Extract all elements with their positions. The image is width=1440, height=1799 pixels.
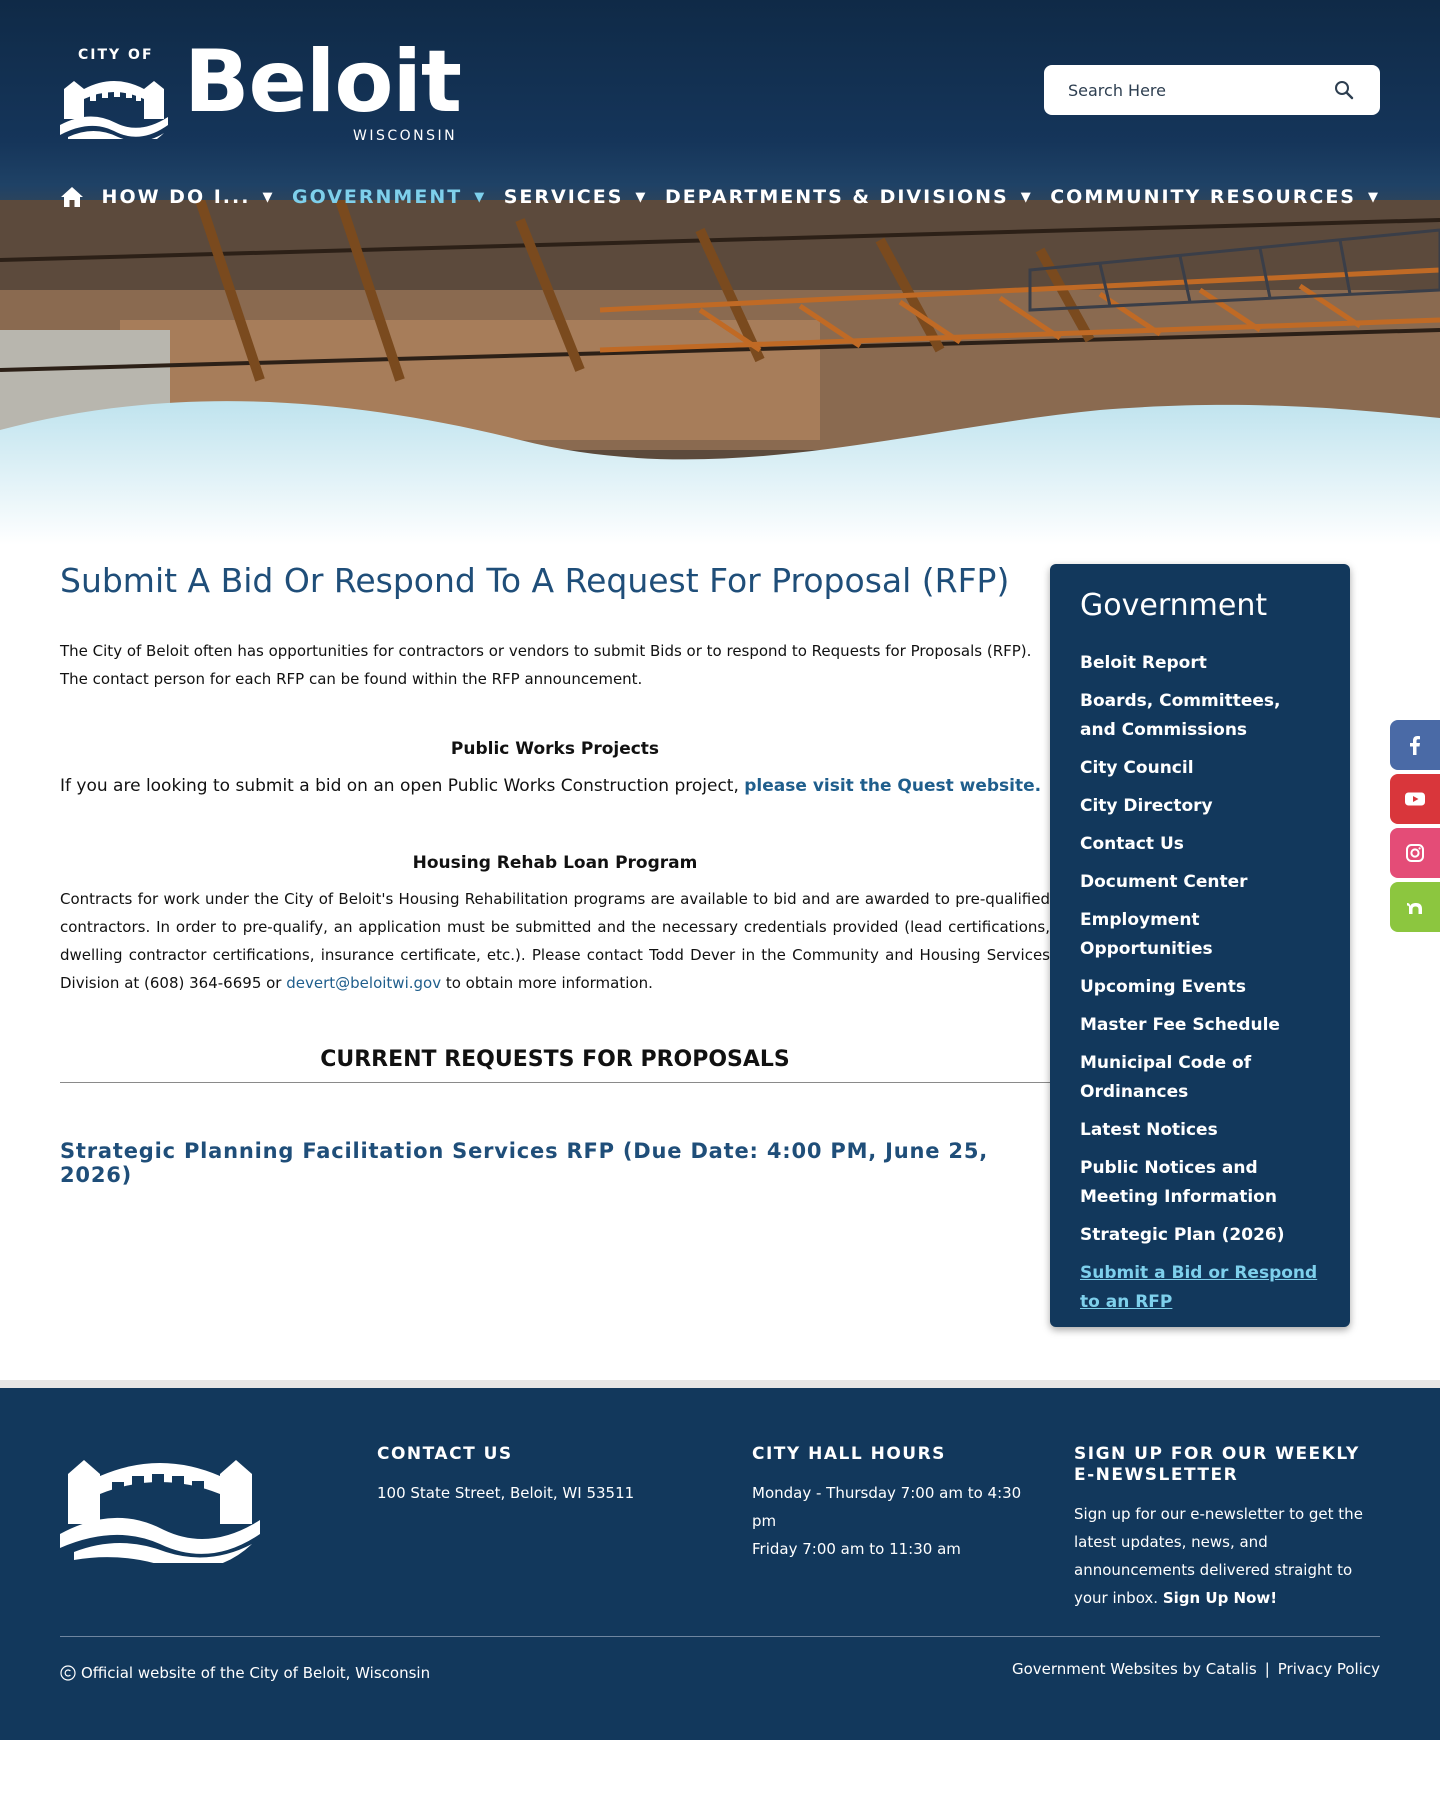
copyright-icon (60, 1665, 76, 1681)
footer-hours-text (752, 1479, 1022, 1563)
facebook-icon (1404, 734, 1426, 756)
footer-separator: | (1264, 1660, 1270, 1678)
footer-hours (752, 1444, 1022, 1563)
public-works-heading: Public Works Projects (450, 738, 660, 759)
hero-wave (0, 400, 1440, 545)
bridge-logo-icon (60, 1438, 260, 1563)
public-works-copy: If you are looking to submit a bid on an open Public Works Construction project, (60, 775, 745, 796)
footer-contact-title: CONTACT US (377, 1444, 513, 1464)
logo-state: WISCONSIN (353, 128, 458, 144)
sidebar-title: Government (1080, 588, 1268, 623)
page-title: Submit A Bid Or Respond To A Request For Proposal (RFP) (60, 561, 1010, 600)
main-nav (60, 175, 1380, 219)
footer-divider-band (0, 1380, 1440, 1388)
housing-copy-before: Contracts for work under the City of Beloit's Housing Rehabilitation programs are available to bid and are awarded to pre-qualified contractors. In order to pre-qualify, an application must be submitted and the necessary credentials provided (lead certifications, dwelling contractor certifications, insurance certificate, etc.). Please contact Todd Dever in the Community and Housing Services Division at (608) 364-6695 or (60, 889, 1050, 992)
current-rfp-heading: CURRENT REQUESTS FOR PROPOSALS (60, 1047, 1050, 1083)
sidebar-item (1080, 792, 1320, 821)
housing-copy-after: to obtain more information. (441, 973, 653, 992)
search-input[interactable] (1068, 81, 1338, 100)
sidebar-item (1080, 868, 1320, 897)
sidebar-item (1080, 973, 1320, 1002)
intro-text: The City of Beloit often has opportunities for contractors or vendors to submit Bids or to respond to Requests for Proposals (RFP). The contact person for each RFP can be found within the RFP announcement. (60, 641, 1032, 688)
header-hero (0, 0, 1440, 545)
home-icon[interactable] (60, 186, 84, 208)
caret-down-icon: ▼ (262, 189, 275, 205)
public-works-text (60, 773, 1050, 799)
main-content (60, 560, 1050, 1187)
caret-down-icon: ▼ (635, 189, 648, 205)
sidebar-item (1080, 754, 1320, 783)
sidebar-item (1080, 830, 1320, 859)
nav-label: SERVICES (503, 186, 624, 208)
sidebar-item (1080, 1011, 1320, 1040)
instagram-icon (1404, 842, 1426, 864)
sidebar-item-municipal-code[interactable]: Municipal Code of Ordinances (1080, 1053, 1252, 1102)
sidebar-item (1080, 1116, 1320, 1145)
nav-government[interactable] (292, 186, 486, 208)
logo-wordmark: Beloit (184, 32, 462, 132)
newsletter-copy: Sign up for our e-newsletter to get the latest updates, news, and announcements delivered straight to your inbox. (1074, 1505, 1363, 1607)
sidebar-item (1080, 906, 1320, 964)
footer-newsletter-title: SIGN UP FOR OUR WEEKLY E-NEWSLETTER (1074, 1444, 1360, 1485)
footer-copyright (60, 1664, 430, 1682)
instagram-button[interactable] (1390, 828, 1440, 878)
sidebar-item-city-directory[interactable]: City Directory (1080, 796, 1213, 816)
nextdoor-button[interactable] (1390, 882, 1440, 932)
sidebar-item-contact-us[interactable]: Contact Us (1080, 834, 1184, 854)
sidebar-item-submit-bid[interactable]: Submit a Bid or Respond to an RFP (1080, 1263, 1318, 1312)
nav-label: GOVERNMENT (291, 186, 463, 208)
nextdoor-icon (1404, 896, 1426, 918)
nav-label: COMMUNITY RESOURCES (1050, 186, 1356, 208)
bridge-logo-icon (60, 59, 168, 139)
quest-website-link[interactable]: please visit the Quest website. (744, 775, 1042, 796)
sidebar-item-latest-notices[interactable]: Latest Notices (1080, 1120, 1218, 1140)
sidebar-item-upcoming-events[interactable]: Upcoming Events (1080, 977, 1247, 997)
sidebar-item-boards[interactable]: Boards, Committees, and Commissions (1080, 691, 1281, 740)
catalis-link[interactable]: Government Websites by Catalis (1011, 1660, 1257, 1678)
footer-links (1012, 1660, 1380, 1678)
sidebar-list (1080, 649, 1320, 1317)
sidebar-item-fee-schedule[interactable]: Master Fee Schedule (1080, 1015, 1280, 1035)
government-sidebar (1050, 564, 1350, 1327)
sidebar-item-strategic-plan[interactable]: Strategic Plan (2026) (1080, 1225, 1285, 1245)
sidebar-item-beloit-report[interactable]: Beloit Report (1080, 653, 1207, 673)
sidebar-item (1080, 649, 1320, 678)
housing-rehab-heading: Housing Rehab Loan Program (412, 852, 698, 873)
sidebar-item (1080, 1259, 1320, 1317)
footer-rule (60, 1636, 1380, 1637)
sidebar-item-document-center[interactable]: Document Center (1080, 872, 1248, 892)
nav-services[interactable] (504, 186, 648, 208)
sidebar-item-employment[interactable]: Employment Opportunities (1080, 910, 1213, 959)
caret-down-icon: ▼ (1020, 189, 1033, 205)
sidebar-item (1080, 1221, 1320, 1250)
housing-rehab-text (60, 885, 1050, 997)
footer-newsletter (1074, 1444, 1380, 1612)
sidebar-item-public-notices[interactable]: Public Notices and Meeting Information (1080, 1158, 1277, 1207)
city-logo[interactable] (60, 32, 462, 150)
sign-up-link[interactable]: Sign Up Now! (1162, 1589, 1278, 1607)
nav-departments[interactable] (665, 186, 1033, 208)
youtube-button[interactable] (1390, 774, 1440, 824)
caret-down-icon: ▼ (1368, 189, 1380, 205)
sidebar-item-city-council[interactable]: City Council (1080, 758, 1194, 778)
sidebar-item (1080, 1049, 1320, 1107)
hours-friday: Friday 7:00 am to 11:30 am (752, 1540, 961, 1558)
hours-weekday: Monday - Thursday 7:00 am to 4:30 pm (752, 1484, 1022, 1530)
nav-label: HOW DO I... (101, 186, 251, 208)
sidebar-item (1080, 687, 1320, 745)
rfp-link[interactable]: Strategic Planning Facilitation Services RFP (Due Date: 4:00 PM, June 25, 2026) (60, 1138, 989, 1187)
footer-newsletter-text (1074, 1500, 1380, 1612)
footer-contact (377, 1444, 697, 1507)
nav-community-resources[interactable] (1050, 186, 1380, 208)
nav-label: DEPARTMENTS & DIVISIONS (664, 186, 1009, 208)
sidebar-item (1080, 1154, 1320, 1212)
youtube-icon (1404, 788, 1426, 810)
logo-city-of: CITY OF (78, 47, 154, 63)
footer-hours-title: CITY HALL HOURS (752, 1444, 946, 1464)
privacy-policy-link[interactable]: Privacy Policy (1277, 1660, 1380, 1678)
caret-down-icon: ▼ (474, 189, 487, 205)
email-link[interactable]: devert@beloitwi.gov (286, 973, 442, 992)
copyright-text: Official website of the City of Beloit, Wisconsin (81, 1664, 431, 1682)
search-icon[interactable] (1334, 80, 1354, 100)
facebook-button[interactable] (1390, 720, 1440, 770)
site-footer (0, 1388, 1440, 1740)
footer-address: 100 State Street, Beloit, WI 53511 (377, 1484, 635, 1502)
search-box (1044, 65, 1380, 115)
nav-how-do-i[interactable] (102, 186, 275, 208)
